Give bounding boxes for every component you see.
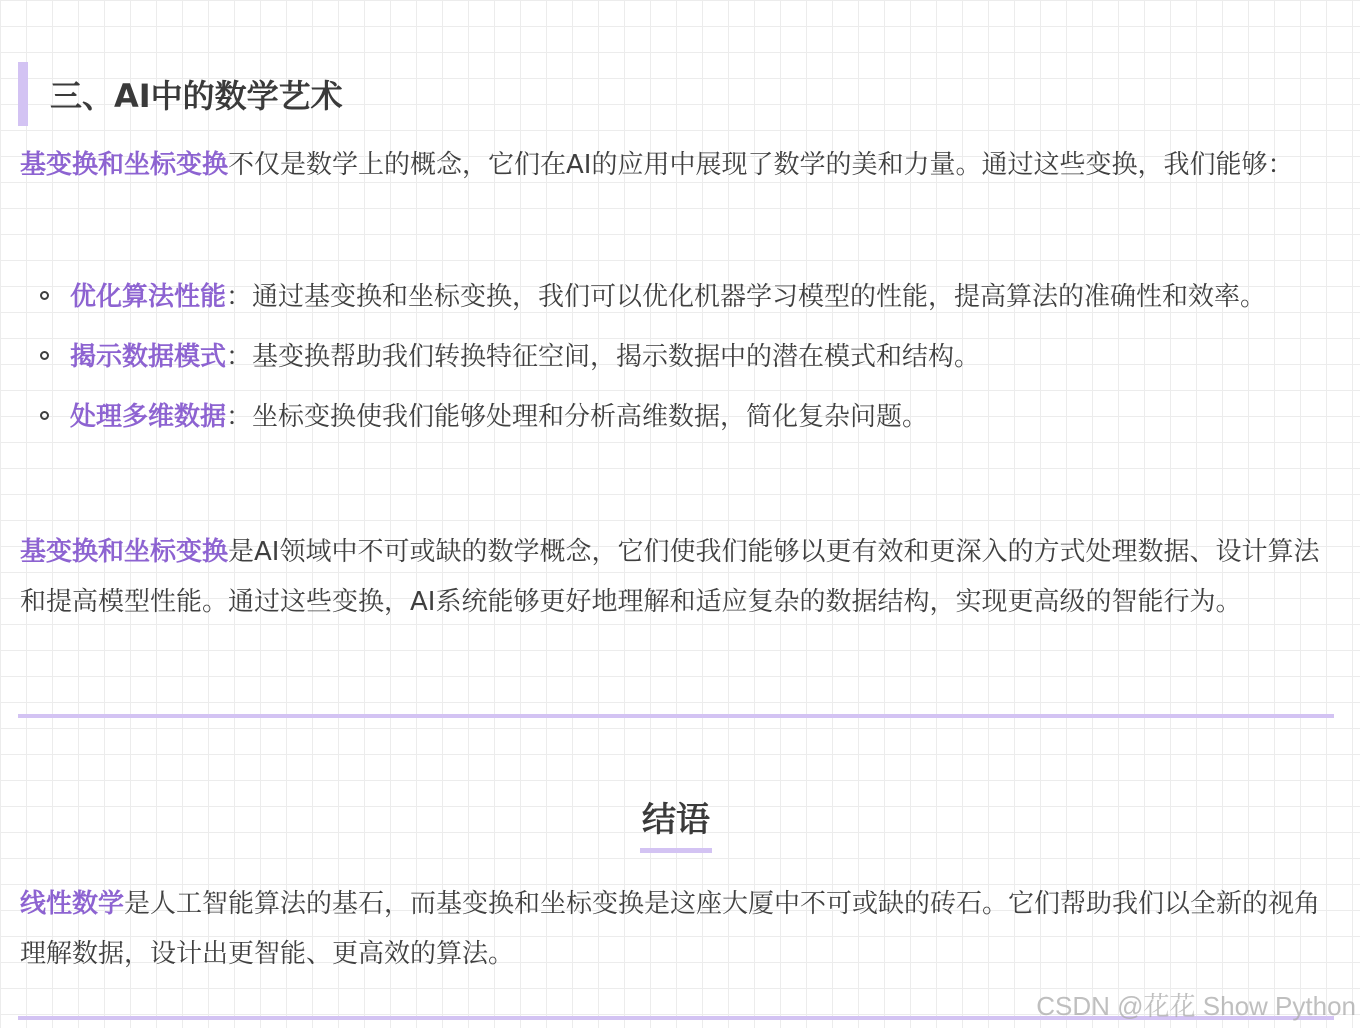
list-item bbox=[20, 272, 1340, 322]
summary-highlight: 基变换和坐标变换 bbox=[20, 537, 229, 567]
section-heading: 三、AI中的数学艺术 bbox=[18, 62, 343, 126]
intro-highlight: 基变换和坐标变换 bbox=[20, 150, 229, 180]
summary-paragraph bbox=[20, 527, 1340, 627]
bullet-title: 处理多维数据 bbox=[70, 402, 227, 432]
bullet-list bbox=[20, 272, 1340, 442]
bullet-title: 揭示数据模式 bbox=[70, 342, 227, 372]
csdn-watermark: CSDN @花花 Show Python bbox=[1036, 991, 1356, 1021]
conclusion-heading: 结语 bbox=[640, 792, 712, 853]
bullet-text: ：坐标变换使我们能够处理和分析高维数据，简化复杂问题。 bbox=[226, 402, 929, 432]
hollow-circle-bullet-icon bbox=[40, 291, 49, 300]
hollow-circle-bullet-icon bbox=[40, 411, 49, 420]
intro-text: 不仅是数学上的概念，它们在AI的应用中展现了数学的美和力量。通过这些变换，我们能够： bbox=[228, 150, 1294, 180]
conclusion-highlight: 线性数学 bbox=[20, 889, 125, 919]
list-item bbox=[20, 392, 1340, 442]
conclusion-heading-wrap bbox=[0, 792, 1352, 853]
conclusion-text: 是人工智能算法的基石，而基变换和坐标变换是这座大厦中不可或缺的砖石。它们帮助我们以全新的视角理解数据，设计出更智能、更高效的算法。 bbox=[20, 889, 1321, 969]
summary-text: 是AI领域中不可或缺的数学概念，它们使我们能够以更有效和更深入的方式处理数据、设计算法和提高模型性能。通过这些变换，AI系统能够更好地理解和适应复杂的数据结构，实现更高级的智能行为。 bbox=[20, 537, 1320, 617]
section-divider bbox=[18, 714, 1334, 718]
bullet-text: ：基变换帮助我们转换特征空间，揭示数据中的潜在模式和结构。 bbox=[226, 342, 981, 372]
hollow-circle-bullet-icon bbox=[40, 351, 49, 360]
intro-paragraph bbox=[20, 140, 1340, 190]
bullet-text: ：通过基变换和坐标变换，我们可以优化机器学习模型的性能，提高算法的准确性和效率。 bbox=[226, 282, 1267, 312]
list-item bbox=[20, 332, 1340, 382]
conclusion-paragraph bbox=[20, 879, 1340, 979]
bullet-title: 优化算法性能 bbox=[70, 282, 227, 312]
